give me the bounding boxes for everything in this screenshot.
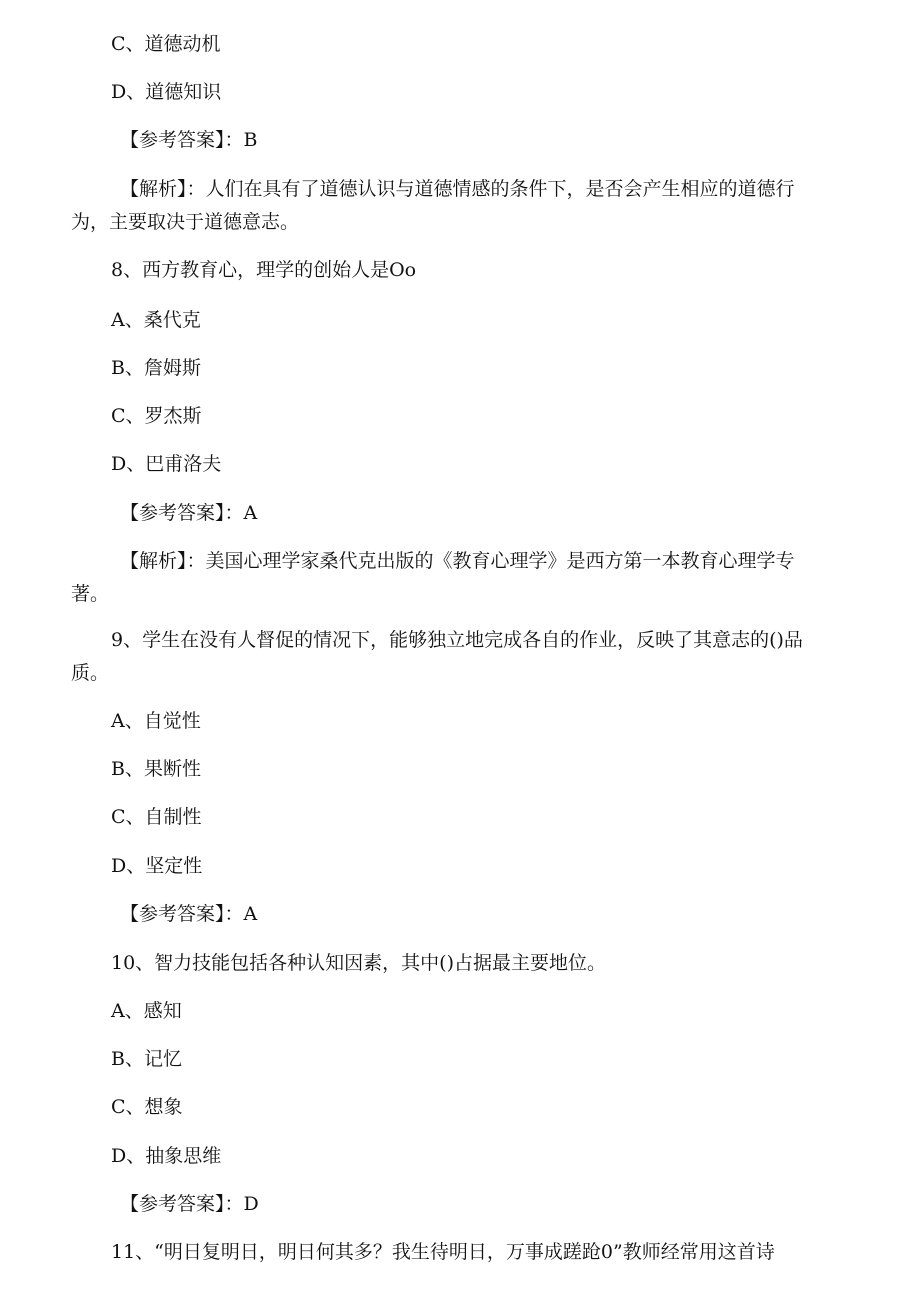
question-9-line2: 质。 [71,662,110,684]
option-c-q9: C、自制性 [111,806,202,828]
option-c-q8: C、罗杰斯 [111,405,202,427]
question-11-line1: 11、“明日复明日，明日何其多？我生待明日，万事成蹉跄0”教师经常用这首诗 [111,1241,775,1263]
question-8: 8、西方教育心，理学的创始人是Oo [111,259,417,281]
analysis-q7-line2: 为，主要取决于道德意志。 [71,211,300,233]
option-d-q10: D、抽象思维 [111,1145,222,1167]
option-d-q8: D、巴甫洛夫 [111,453,222,475]
answer-q8: 【参考答案】：A [120,502,258,524]
option-a-q10: A、感知 [111,1000,182,1022]
option-c-q10: C、想象 [111,1096,183,1118]
option-a-q9: A、自觉性 [111,710,201,732]
option-c-q7: C、道德动机 [111,33,221,55]
analysis-q7-line1: 【解析】：人们在具有了道德认识与道德情感的条件下，是否会产生相应的道德行 [120,178,795,200]
analysis-q8-line2: 著。 [71,583,110,605]
option-b-q9: B、果断性 [111,758,201,780]
option-d-q9: D、坚定性 [111,855,203,877]
answer-q10: 【参考答案】：D [120,1193,259,1215]
answer-q9: 【参考答案】：A [120,903,258,925]
question-9-line1: 9、学生在没有人督促的情况下，能够独立地完成各自的作业，反映了其意志的()品 [111,629,803,651]
answer-q7: 【参考答案】：B [120,129,258,151]
question-10: 10、智力技能包括各种认知因素，其中()占据最主要地位。 [111,952,607,974]
option-b-q10: B、记忆 [111,1048,182,1070]
analysis-q8-line1: 【解析】：美国心理学家桑代克出版的《教育心理学》是西方第一本教育心理学专 [120,550,795,572]
option-b-q8: B、詹姆斯 [111,357,201,379]
option-a-q8: A、桑代克 [111,309,201,331]
option-d-q7: D、道德知识 [111,81,222,103]
